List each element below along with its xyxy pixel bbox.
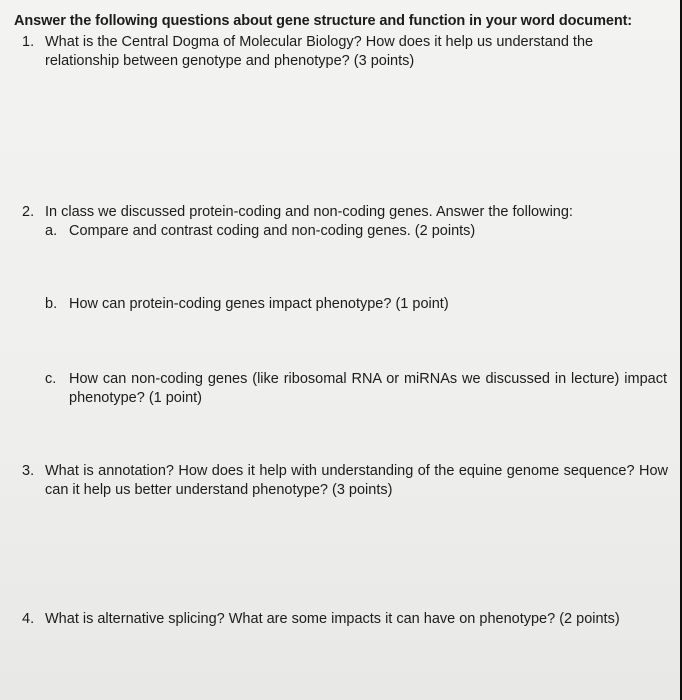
subquestion-text: How can non-coding genes (like ribosomal RNA or miRNAs we discussed in lecture) impact phenotype? (1 point) [69,371,667,406]
question-2 [22,203,668,222]
subquestion-text: How can protein-coding genes impact phenotype? (1 point) [69,296,449,312]
question-text: What is the Central Dogma of Molecular Biology? How does it help us understand the relationship between genotype and phenotype? (3 points) [45,34,594,69]
subquestion-text: Compare and contrast coding and non-coding genes. (2 points) [69,223,476,239]
question-text: In class we discussed protein-coding and non-coding genes. Answer the following: [45,204,573,220]
question-3 [22,462,668,500]
question-4 [22,610,668,629]
question-number: 4. [22,611,35,627]
question-number: 2. [22,204,35,220]
question-text: What is annotation? How does it help with understanding of the equine genome sequence? How can it help us better understand phenotype? (3 points) [45,463,668,498]
subquestion-letter: a. [45,223,58,239]
subquestion-letter: c. [45,371,57,387]
subquestion-2a [45,222,667,241]
question-number: 3. [22,463,35,479]
subquestion-2c [45,370,667,408]
subquestion-2b [45,295,667,314]
question-1 [22,33,668,71]
instructions-heading: Answer the following questions about gene structure and function in your word document: [14,13,633,29]
question-number: 1. [22,34,35,50]
subquestion-letter: b. [45,296,58,312]
question-text: What is alternative splicing? What are some impacts it can have on phenotype? (2 points) [45,611,620,627]
